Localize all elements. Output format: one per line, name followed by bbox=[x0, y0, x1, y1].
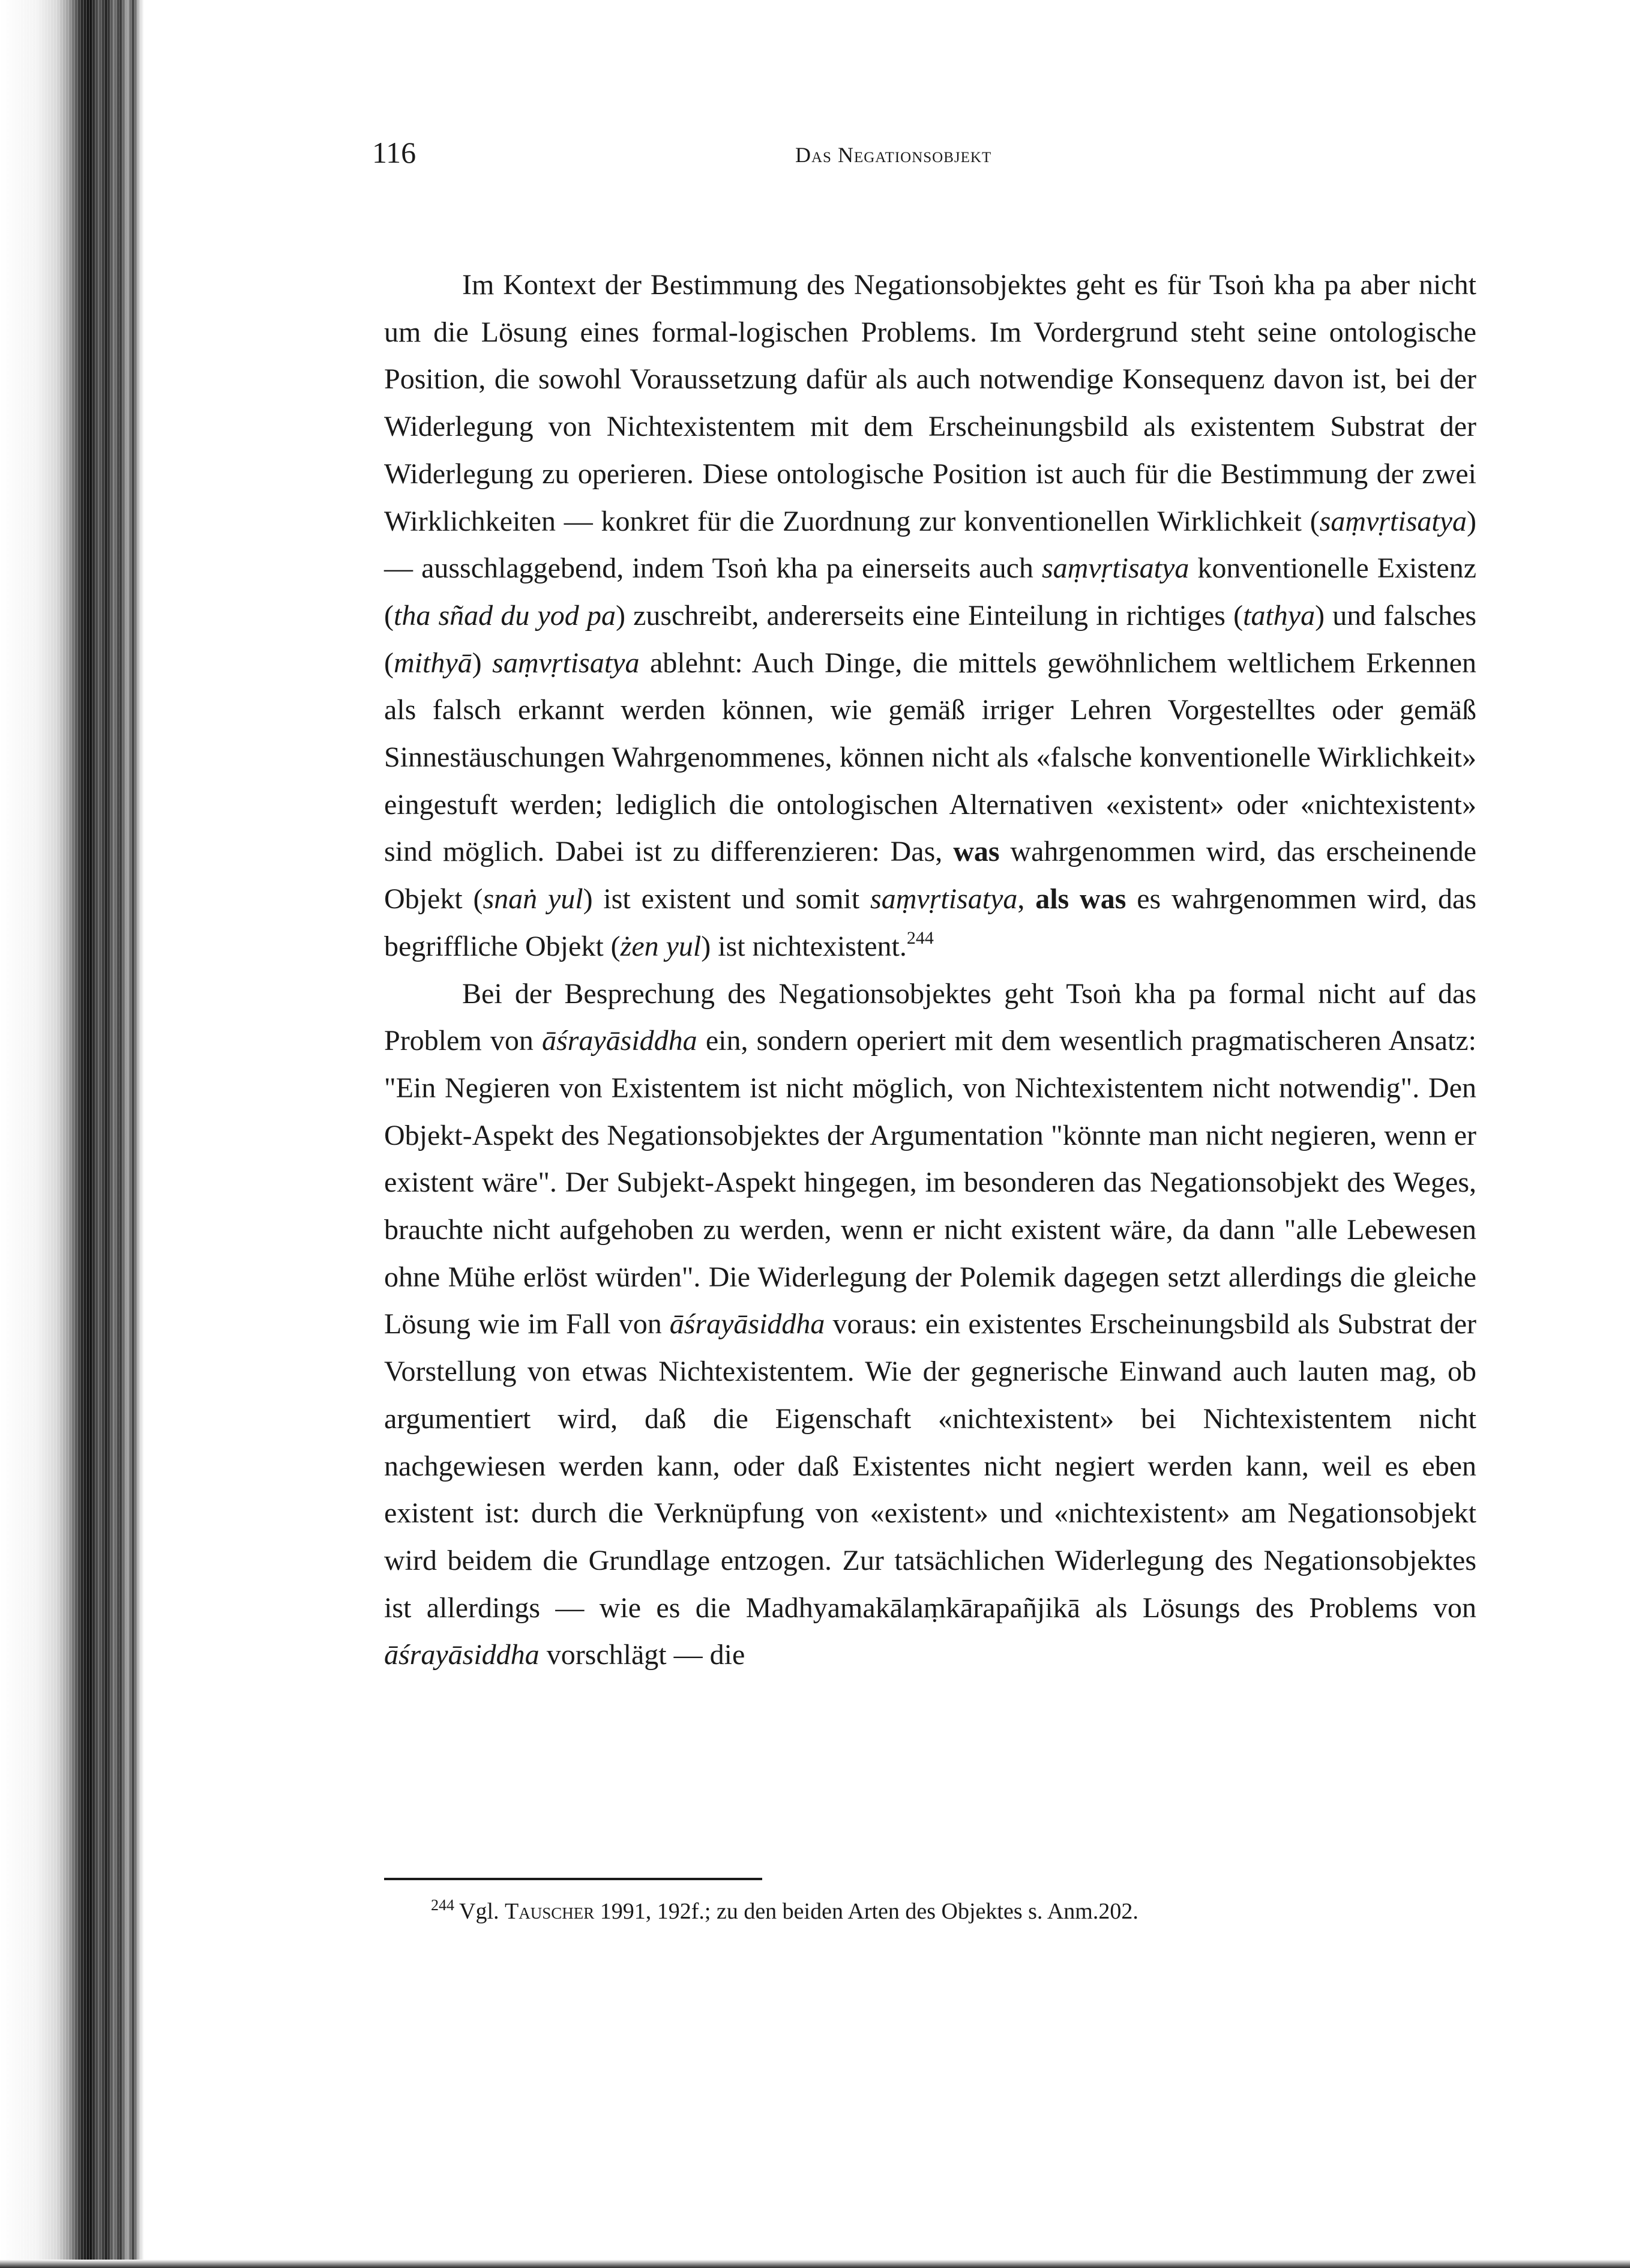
text-run: ein, sondern operiert mit dem wesentlich pragmatischeren Ansatz: "Ein Negieren von Existentem ist nicht möglich, von Nichtexistentem nicht notwendig". Den Objekt-Aspekt des Negationsobjektes der Argumentation "könnte man nicht negieren, wenn er existent wäre". Der Subjekt-Aspekt hingegen, im besonderen das Negationsobjekt des Weges, brauchte nicht aufgehoben zu werden, wenn er nicht existent wäre, da dann "alle Lebewesen ohne Mühe erlöst würden". Die Widerlegung der Polemik dagegen setzt allerdings die gleiche Lösung wie im Fall von bbox=[384, 1025, 1476, 1341]
text-run: ) bbox=[472, 647, 493, 679]
text-run: ) ist existent und somit bbox=[583, 883, 871, 915]
emphasis-bold: als was bbox=[1035, 883, 1126, 915]
scan-bottom-edge bbox=[0, 2260, 1630, 2268]
text-run: ablehnt: Auch Dinge, die mittels gewöhnlichem weltlichem Erkennen als falsch erkannt werden können, wie gemäß irriger Lehren Vorgestelltes oder gemäß Sinnestäuschungen Wahrgenommenes, können nicht als «falsche konventionelle Wirklichkeit» eingestuft werden; lediglich die ontologischen Alternativen «existent» oder «nichtexistent» sind möglich. Dabei ist zu differenzieren: Das, bbox=[384, 647, 1476, 868]
footnote bbox=[431, 1897, 1475, 1926]
footnote-divider bbox=[384, 1878, 762, 1880]
text-run: vorschlägt — die bbox=[539, 1639, 745, 1671]
page-header bbox=[372, 135, 1482, 177]
running-head: Das Negationsobjekt bbox=[795, 143, 992, 167]
text-run: ) — ausschlaggebend, indem Tsoṅ kha pa einerseits auch bbox=[384, 505, 1476, 585]
term-italic: saṃvṛtisatya bbox=[1042, 552, 1189, 585]
term-italic: saṃvṛtisatya bbox=[870, 883, 1018, 915]
term-italic: mithyā bbox=[393, 647, 472, 679]
footnote-reference[interactable]: 244 bbox=[906, 927, 934, 948]
footnote-text: Vgl. bbox=[459, 1899, 505, 1924]
text-run: Bei der Besprechung des Negationsobjektes geht Tsoṅ kha pa formal nicht auf das Problem von bbox=[384, 977, 1476, 1057]
text-run: voraus: ein existentes Erscheinungsbild als Substrat der Vorstellung von etwas Nichtexistentem. Wie der gegnerische Einwand auch lauten mag, ob argumentiert wird, daß die Eigenschaft «nichtexistent» bei Nichtexistentem nicht nachgewiesen werden kann, oder daß Existentes nicht negiert werden kann, weil es eben existent ist: durch die Verknüpfung von «existent» und «nichtexistent» am Negationsobjekt wird beidem die Grundlage entzogen. Zur tatsächlichen Widerlegung des Negationsobjektes ist allerdings — wie es die Madhyamakālaṃkārapañjikā als Lösungs des Problems von bbox=[384, 1308, 1476, 1624]
text-run: ) ist nichtexistent. bbox=[701, 930, 907, 962]
term-italic: tha sñad du yod pa bbox=[393, 599, 616, 632]
term-italic: tathya bbox=[1243, 599, 1316, 632]
footnote-text: 1991, 192f.; zu den beiden Arten des Objektes s. Anm.202. bbox=[594, 1899, 1138, 1924]
text-run: wahrgenommen wird, das erscheinende Objekt ( bbox=[384, 836, 1477, 915]
term-italic: saṃvṛtisatya bbox=[1319, 505, 1467, 537]
body-text bbox=[384, 262, 1476, 1679]
term-italic: snaṅ yul bbox=[483, 883, 583, 915]
footnote-number: 244 bbox=[431, 1896, 454, 1914]
text-run: ) und falsches ( bbox=[384, 599, 1477, 679]
term-italic: āśrayāsiddha bbox=[384, 1639, 540, 1671]
text-run: Im Kontext der Bestimmung des Negationsobjektes geht es für Tsoṅ kha pa aber nicht um die Lösung eines formal-logischen Problems. Im Vordergrund steht seine ontologische Position, die sowohl Voraussetzung dafür als auch notwendige Konsequenz davon ist, bei der Widerlegung von Nichtexistentem mit dem Erscheinungsbild als existentem Substrat der Widerlegung zu operieren. Diese ontologische Position ist auch für die Bestimmung der zwei Wirklichkeiten — konkret für die Zuordnung zur konventionellen Wirklichkeit ( bbox=[384, 269, 1476, 537]
text-run: konventionelle Existenz ( bbox=[384, 552, 1476, 632]
book-gutter-shadow bbox=[0, 0, 144, 2268]
term-italic: saṃvṛtisatya bbox=[492, 647, 640, 679]
footnote-author: Tauscher bbox=[505, 1899, 595, 1924]
paragraph-2 bbox=[384, 971, 1476, 1680]
paragraph-1 bbox=[384, 262, 1476, 971]
term-italic: āśrayāsiddha bbox=[669, 1308, 825, 1341]
term-italic: żen yul bbox=[620, 930, 702, 962]
text-run: es wahrgenommen wird, das begriffliche Objekt ( bbox=[384, 883, 1477, 962]
text-run: , bbox=[1017, 883, 1036, 915]
text-run: ) zuschreibt, andererseits eine Einteilung in richtiges ( bbox=[615, 599, 1244, 632]
term-italic: āśrayāsiddha bbox=[542, 1025, 697, 1057]
emphasis-bold: was bbox=[953, 836, 1000, 868]
page-number: 116 bbox=[372, 136, 417, 169]
